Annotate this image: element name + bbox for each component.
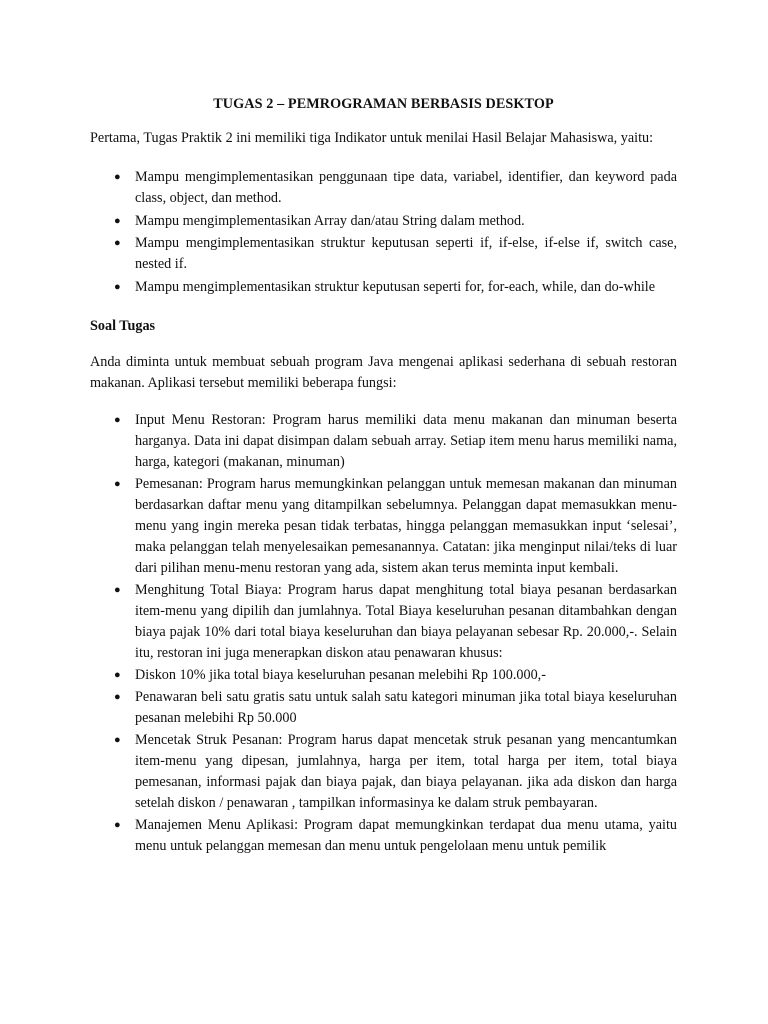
indicator-list (90, 167, 677, 298)
intro-paragraph: Pertama, Tugas Praktik 2 ini memiliki tiga Indikator untuk menilai Hasil Belajar Mahasiswa, yaitu: (90, 130, 654, 146)
bullet-icon: ● (114, 733, 121, 746)
list-item: ● Input Menu Restoran: Program harus memiliki data menu makanan dan minuman beserta harganya. Data ini dapat disimpan dalam sebuah array. Setiap item menu harus memiliki nama, harga, kategori (makanan, minuman) (114, 411, 677, 470)
bullet-icon: ● (114, 477, 121, 490)
list-item: ● Diskon 10% jika total biaya keseluruhan pesanan melebihi Rp 100.000,- (90, 665, 677, 686)
bullet-icon: ● (114, 280, 121, 293)
bullet-icon: ● (114, 583, 121, 596)
list-item: ● Penawaran beli satu gratis satu untuk salah satu kategori minuman jika total biaya keseluruhan pesanan melebihi Rp 50.000 (114, 688, 677, 726)
task-intro-paragraph: Anda diminta untuk membuat sebuah program Java mengenai aplikasi sederhana di sebuah restoran makanan. Aplikasi tersebut memiliki beberapa fungsi: (90, 353, 677, 391)
bullet-icon: ● (114, 237, 121, 250)
list-item: ● Manajemen Menu Aplikasi: Program dapat memungkinkan terdapat dua menu utama, yaitu menu untuk pelanggan memesan dan menu untuk pengelolaan menu untuk pemilik (114, 816, 677, 854)
bullet-icon: ● (114, 214, 121, 227)
list-item: ● Mampu mengimplementasikan Array dan/atau String dalam method. (90, 211, 677, 232)
bullet-icon: ● (114, 690, 121, 703)
list-item: ● Pemesanan: Program harus memungkinkan pelanggan untuk memesan makanan dan minuman berdasarkan daftar menu yang ditampilkan sebelumnya. Pelanggan dapat memasukkan menu-menu yang ingin mereka pesan tidak terbatas, hingga pelanggan memasukkan input ‘selesai’, maka pelanggan telah menyelesaikan pemesanannya. Catatan: jika menginput nilai/teks di luar dari pilihan menu-menu restoran yang ada, sistem akan terus meminta input kembali. (114, 475, 677, 576)
section-heading: Soal Tugas (90, 317, 156, 334)
list-item: ● Mampu mengimplementasikan struktur keputusan seperti if, if-else, if-else if, switch case, nested if. (114, 235, 677, 273)
list-item: ● Menghitung Total Biaya: Program harus dapat menghitung total biaya pesanan berdasarkan item-menu yang dipilih dan jumlahnya. Total Biaya keseluruhan pesanan ditambahkan dengan biaya pajak 10% dari total biaya keseluruhan dan biaya pelayanan sebesar Rp. 20.000,-. Selain itu, restoran ini juga menerapkan diskon atau penawaran khusus: (114, 581, 677, 661)
list-item: ● Mampu mengimplementasikan penggunaan tipe data, variabel, identifier, dan keyword pada class, object, dan method. (114, 169, 677, 206)
bullet-icon: ● (114, 413, 121, 426)
document-title: TUGAS 2 – PEMROGRAMAN BERBASIS DESKTOP (213, 96, 554, 112)
bullet-icon: ● (114, 818, 121, 831)
bullet-icon: ● (114, 668, 121, 681)
list-item: ● Mampu mengimplementasikan struktur keputusan seperti for, for-each, while, dan do-while (90, 277, 677, 298)
bullet-icon: ● (114, 171, 121, 183)
list-item: ● Mencetak Struk Pesanan: Program harus dapat mencetak struk pesanan yang mencantumkan item-menu yang dipesan, jumlahnya, harga per item, total harga per item, total biaya pemesanan, informasi pajak dan biaya pajak, dan biaya pelayanan. jika ada diskon dan harga setelah diskon / penawaran , tampilkan informasinya ke dalam struk pembayaran. (114, 731, 677, 811)
function-list (90, 410, 677, 857)
